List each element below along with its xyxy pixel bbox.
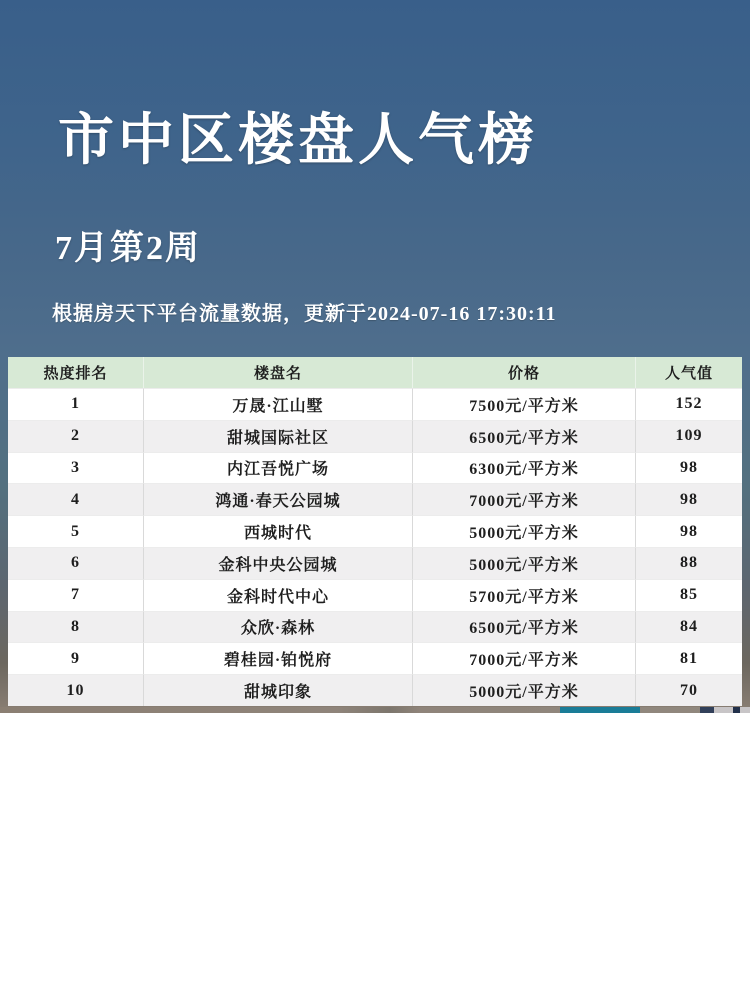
popularity-cell: 85 (636, 579, 742, 611)
popularity-cell: 81 (636, 642, 742, 674)
price-cell: 5000元/平方米 (413, 515, 636, 547)
name-cell: 内江吾悦广场 (144, 452, 413, 484)
rank-cell: 5 (8, 515, 144, 547)
table-row (8, 483, 742, 515)
popularity-cell: 98 (636, 483, 742, 515)
rank-cell: 10 (8, 674, 144, 706)
table-row (8, 388, 742, 420)
column-header-rank: 热度排名 (8, 357, 144, 388)
rank-cell: 2 (8, 420, 144, 452)
name-cell: 金科时代中心 (144, 579, 413, 611)
price-cell: 5000元/平方米 (413, 547, 636, 579)
name-cell: 甜城印象 (144, 674, 413, 706)
table-row (8, 515, 742, 547)
table-row (8, 547, 742, 579)
column-header-price: 价格 (413, 357, 636, 388)
name-cell: 西城时代 (144, 515, 413, 547)
table-row (8, 674, 742, 706)
price-cell: 5700元/平方米 (413, 579, 636, 611)
photo-strip-teal-patch (560, 707, 640, 713)
page-title: 市中区楼盘人气榜 (58, 110, 538, 172)
table-row (8, 420, 742, 452)
table-row (8, 579, 742, 611)
price-cell: 7000元/平方米 (413, 483, 636, 515)
price-cell: 6500元/平方米 (413, 611, 636, 643)
popularity-cell: 88 (636, 547, 742, 579)
popularity-cell: 70 (636, 674, 742, 706)
price-cell: 7000元/平方米 (413, 642, 636, 674)
popularity-cell: 152 (636, 388, 742, 420)
price-cell: 5000元/平方米 (413, 674, 636, 706)
table-row (8, 452, 742, 484)
name-cell: 鸿通·春天公园城 (144, 483, 413, 515)
table-row (8, 611, 742, 643)
photo-strip-dark-patch (700, 707, 714, 713)
table-row (8, 642, 742, 674)
name-cell: 万晟·江山墅 (144, 388, 413, 420)
table-header-row (8, 357, 742, 388)
rank-cell: 8 (8, 611, 144, 643)
name-cell: 甜城国际社区 (144, 420, 413, 452)
popularity-cell: 98 (636, 452, 742, 484)
price-cell: 7500元/平方米 (413, 388, 636, 420)
column-header-popularity: 人气值 (636, 357, 742, 388)
rank-cell: 9 (8, 642, 144, 674)
rank-cell: 6 (8, 547, 144, 579)
name-cell: 众欣·森林 (144, 611, 413, 643)
period-subtitle: 7月第2周 (55, 230, 201, 267)
rank-cell: 7 (8, 579, 144, 611)
name-cell: 碧桂园·铂悦府 (144, 642, 413, 674)
popularity-cell: 98 (636, 515, 742, 547)
price-cell: 6500元/平方米 (413, 420, 636, 452)
photo-strip-light-patch (714, 707, 750, 713)
update-info-line: 根据房天下平台流量数据，更新于2024-07-16 17:30:11 (52, 303, 557, 325)
ranking-table (8, 357, 742, 706)
rank-cell: 4 (8, 483, 144, 515)
price-cell: 6300元/平方米 (413, 452, 636, 484)
photo-strip-navy-patch (733, 707, 740, 713)
name-cell: 金科中央公园城 (144, 547, 413, 579)
popularity-cell: 109 (636, 420, 742, 452)
column-header-name: 楼盘名 (144, 357, 413, 388)
rank-cell: 3 (8, 452, 144, 484)
rank-cell: 1 (8, 388, 144, 420)
popularity-cell: 84 (636, 611, 742, 643)
